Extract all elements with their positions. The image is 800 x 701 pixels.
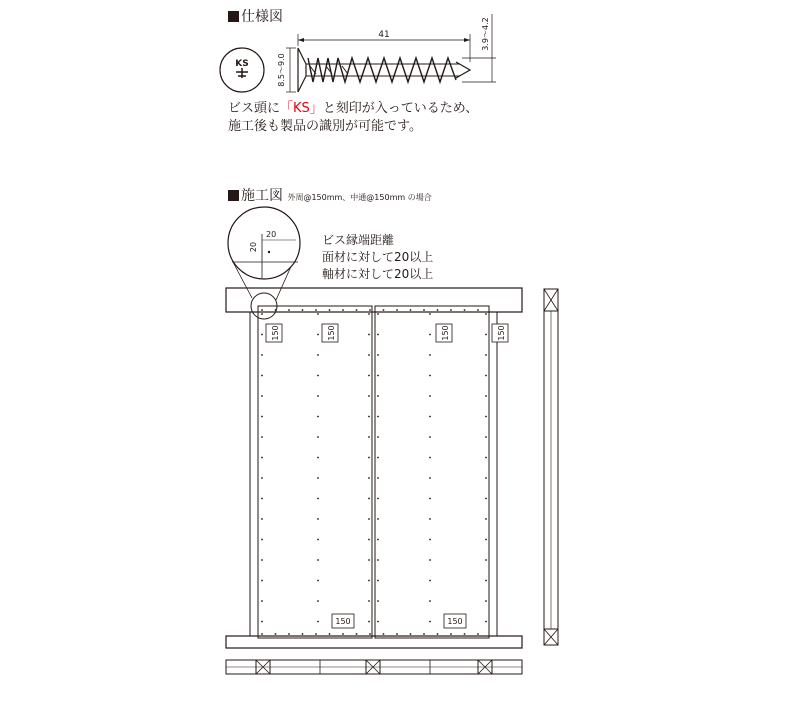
construction-subheading: 外周@150mm、中通@150mm の場合 — [287, 193, 432, 202]
callout-line2: 面材に対して20以上 — [322, 250, 434, 264]
screw-dot — [377, 457, 379, 459]
screw-dot — [261, 477, 263, 479]
screw-dot — [485, 477, 487, 479]
screw-dot — [317, 621, 319, 623]
screw-dot — [429, 313, 431, 315]
pitch-label-5: 150 — [335, 617, 351, 626]
pitch-label-1: 150 — [271, 325, 280, 341]
screw-dot — [485, 580, 487, 582]
screw-dot — [261, 395, 263, 397]
screw-dot — [377, 539, 379, 541]
screw-dot — [485, 354, 487, 356]
screw-dot — [464, 633, 466, 635]
spec-heading-text: 仕様図 — [241, 9, 283, 25]
screw-dot — [450, 309, 452, 311]
screw-dot — [261, 309, 263, 311]
screw-dot — [464, 309, 466, 311]
construction-heading-text: 施工図 — [241, 188, 283, 204]
screw-dot — [429, 416, 431, 418]
screw-dot — [429, 580, 431, 582]
screw-dot — [261, 457, 263, 459]
screw-dot — [423, 633, 425, 635]
screw-head-view — [220, 48, 264, 92]
screw-dot — [368, 498, 370, 500]
screw-dot — [429, 477, 431, 479]
spec-note-line1 — [228, 100, 478, 118]
screw-dot — [261, 621, 263, 623]
screw-dot — [377, 313, 379, 315]
top-beam — [226, 288, 522, 312]
screw-dot — [302, 633, 304, 635]
screw-dot — [368, 477, 370, 479]
screw-dot — [485, 375, 487, 377]
screw-dot — [377, 375, 379, 377]
screw-dot — [396, 633, 398, 635]
pitch-label-2: 150 — [327, 325, 336, 341]
screw-dot — [485, 518, 487, 520]
pitch-label-6: 150 — [447, 617, 463, 626]
screw-dot — [329, 309, 331, 311]
screw-dot — [437, 309, 439, 311]
screw-dot — [356, 633, 358, 635]
screw-dot — [315, 309, 317, 311]
screw-dot — [329, 633, 331, 635]
screw-dot — [485, 559, 487, 561]
head-dia-dimension — [277, 48, 296, 92]
screw-dot — [369, 309, 371, 311]
screw-dot — [261, 416, 263, 418]
screw-dot — [410, 633, 412, 635]
heading-square-icon-2 — [228, 190, 239, 201]
screw-dot — [450, 633, 452, 635]
screw-dot — [396, 309, 398, 311]
detail-dim-h: 20 — [266, 230, 277, 239]
screw-dot — [317, 354, 319, 356]
screw-dot — [377, 580, 379, 582]
screw-dot — [261, 518, 263, 520]
screw-dot — [485, 498, 487, 500]
screw-dot — [429, 457, 431, 459]
screw-dot — [317, 395, 319, 397]
screw-dot — [368, 436, 370, 438]
screw-dot — [317, 600, 319, 602]
screw-dot — [377, 354, 379, 356]
screw-dot — [377, 416, 379, 418]
callout-line1: ビス縁端距離 — [322, 233, 395, 247]
screw-dot — [429, 518, 431, 520]
screw-dot — [317, 498, 319, 500]
screw-dot — [485, 621, 487, 623]
note-part-c: と刻印が入っているため、 — [322, 101, 479, 116]
screw-dot — [288, 633, 290, 635]
screw-dot — [477, 633, 479, 635]
screw-dot — [368, 457, 370, 459]
screw-dot — [368, 621, 370, 623]
spec-note-line2: 施工後も製品の識別が可能です。 — [228, 119, 422, 134]
screw-dot — [288, 309, 290, 311]
note-part-a: ビス頭に — [228, 101, 281, 116]
screw-dot — [368, 580, 370, 582]
screw-dot — [429, 539, 431, 541]
screw-dot — [377, 621, 379, 623]
callout-line3: 軸材に対して20以上 — [322, 267, 434, 281]
screw-dot — [342, 309, 344, 311]
screw-dot — [317, 436, 319, 438]
screw-dot — [356, 309, 358, 311]
screw-dot — [317, 313, 319, 315]
screw-dot — [261, 559, 263, 561]
screw-dot — [369, 633, 371, 635]
screw-dot — [383, 633, 385, 635]
screw-dot — [317, 580, 319, 582]
bottom-section — [226, 660, 522, 674]
screw-dot — [377, 559, 379, 561]
screw-dot — [377, 395, 379, 397]
screw-dot — [261, 334, 263, 336]
screw-dot — [317, 457, 319, 459]
screw-dot — [485, 313, 487, 315]
screw-dot — [429, 600, 431, 602]
screw-dot — [368, 395, 370, 397]
screw-dot — [368, 334, 370, 336]
screw-dot — [317, 477, 319, 479]
screw-dot — [485, 436, 487, 438]
screw-dot — [429, 498, 431, 500]
screw-dot — [485, 600, 487, 602]
screw-dot — [429, 621, 431, 623]
screw-dot — [368, 313, 370, 315]
head-dia-label: 8.5～9.0 — [277, 53, 286, 87]
screw-dot — [261, 436, 263, 438]
screw-dot — [368, 354, 370, 356]
screw-dot — [377, 498, 379, 500]
pitch-label-3: 150 — [441, 325, 450, 341]
pitch-label-4: 150 — [497, 325, 506, 341]
screw-dot — [429, 395, 431, 397]
screw-dot — [429, 436, 431, 438]
screw-dot — [410, 309, 412, 311]
construction-heading — [228, 188, 432, 206]
screw-dot — [317, 518, 319, 520]
detail-magnifier — [228, 207, 300, 319]
screw-dot — [261, 375, 263, 377]
thread-dia-label: 3.9～4.2 — [481, 17, 490, 51]
screw-dot — [261, 498, 263, 500]
screw-side-view — [298, 48, 470, 92]
screw-dot — [437, 633, 439, 635]
screw-dot — [368, 600, 370, 602]
left-post — [250, 312, 258, 636]
screw-dot — [261, 633, 263, 635]
screw-dot — [377, 436, 379, 438]
screw-dot — [315, 633, 317, 635]
screw-dot — [275, 633, 277, 635]
screw-dot — [429, 334, 431, 336]
screw-dot — [317, 375, 319, 377]
screw-dot — [261, 600, 263, 602]
screw-dot — [423, 309, 425, 311]
screw-dot — [368, 518, 370, 520]
screw-dot — [485, 539, 487, 541]
screw-dot — [377, 477, 379, 479]
screw-dot — [429, 559, 431, 561]
screw-dot — [368, 375, 370, 377]
panel-left — [258, 306, 372, 638]
screw-dot — [485, 334, 487, 336]
screw-dot — [477, 309, 479, 311]
side-section — [544, 289, 558, 645]
screw-dot — [261, 354, 263, 356]
right-post — [489, 312, 497, 636]
screw-dot — [261, 580, 263, 582]
screw-dot — [302, 309, 304, 311]
screw-dot — [368, 416, 370, 418]
screw-head-mark: KS — [235, 59, 249, 69]
panel-right — [375, 306, 489, 638]
screw-dot — [383, 309, 385, 311]
screw-dot — [429, 375, 431, 377]
detail-dim-v: 20 — [249, 241, 258, 253]
screw-dot — [368, 559, 370, 561]
screw-dot — [485, 395, 487, 397]
screw-dot — [261, 313, 263, 315]
pitch-markers — [266, 324, 508, 628]
screw-dot — [377, 518, 379, 520]
screw-dot — [377, 334, 379, 336]
screw-dot — [342, 633, 344, 635]
screw-points — [261, 309, 487, 635]
note-part-mark: 「KS」 — [280, 101, 323, 116]
screw-dot — [485, 457, 487, 459]
screw-dot — [317, 559, 319, 561]
length-label: 41 — [378, 30, 390, 40]
screw-dot — [368, 539, 370, 541]
screw-dot — [317, 334, 319, 336]
screw-dot — [429, 354, 431, 356]
screw-dot — [261, 539, 263, 541]
screw-dot — [317, 539, 319, 541]
screw-dot — [485, 416, 487, 418]
edge-distance-callout — [322, 232, 433, 283]
screw-dot — [317, 416, 319, 418]
screw-dot — [377, 600, 379, 602]
